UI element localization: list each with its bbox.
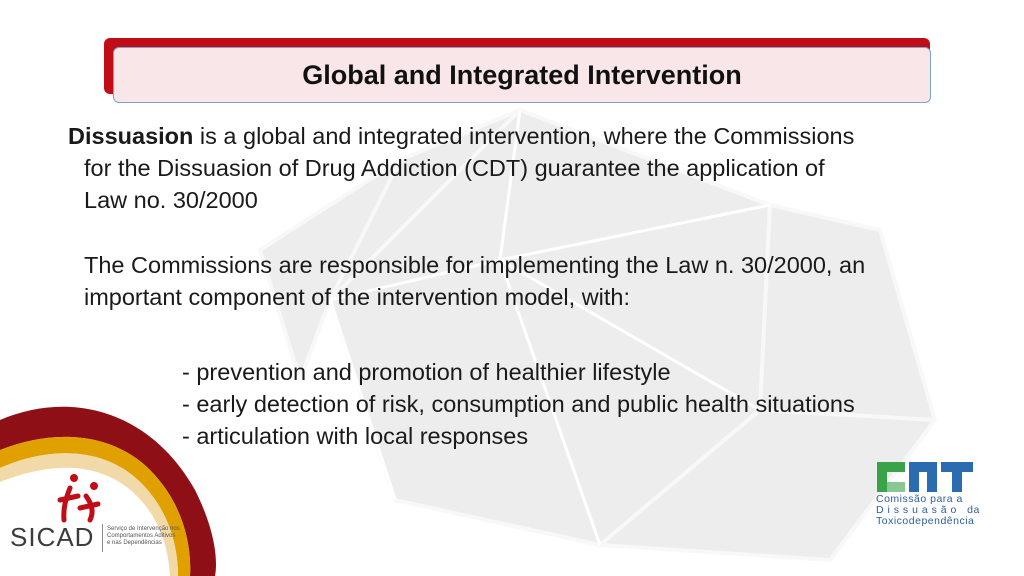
title-box xyxy=(113,47,931,103)
p1-line2: for the Dissuasion of Drug Addiction (CDT) guarantee the application of xyxy=(84,155,825,181)
list-item: - articulation with local responses xyxy=(182,423,529,449)
dissuasion-term: Dissuasion xyxy=(68,123,194,149)
sicad-sub-line: Comportamentos Aditivos xyxy=(107,533,176,539)
bullet-list xyxy=(182,356,855,452)
list-item: - prevention and promotion of healthier lifestyle xyxy=(182,359,671,385)
paragraph-commissions xyxy=(84,249,1014,313)
p2-line2: important component of the intervention model, with: xyxy=(84,284,631,310)
cdt-text-line: Comissão para a xyxy=(876,493,963,505)
cdt-logo-icon xyxy=(875,460,975,494)
sicad-name: SICAD xyxy=(10,522,95,552)
page-title: Global and Integrated Intervention xyxy=(302,60,742,90)
p1-text: is a global and integrated intervention, where the Commissions xyxy=(193,123,855,149)
cdt-name xyxy=(876,494,980,527)
sicad-separator xyxy=(102,524,103,552)
p1-line3: Law no. 30/2000 xyxy=(84,187,258,213)
paragraph-dissuasion xyxy=(68,120,998,216)
sicad-sub-line: e nas Dependências xyxy=(107,540,162,546)
sicad-sub-line: Serviço de Intervenção nos xyxy=(107,526,180,532)
cdt-text-line: Toxicodependência xyxy=(876,515,975,527)
p2-line1: The Commissions are responsible for implementing the Law n. 30/2000, an xyxy=(84,252,866,278)
sicad-subtitle xyxy=(107,526,180,547)
list-item: - early detection of risk, consumption and public health situations xyxy=(182,391,855,417)
cdt-text-line: D i s s u a s ã o da xyxy=(876,504,980,516)
sicad-logo-icon xyxy=(8,468,208,568)
